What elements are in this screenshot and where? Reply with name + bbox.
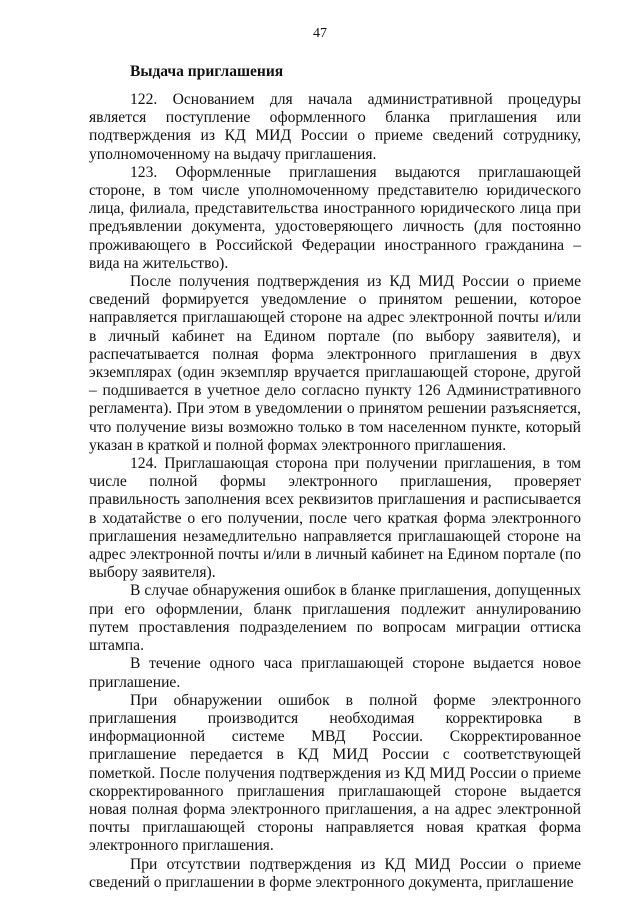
page-number: 47 <box>313 26 327 41</box>
paragraph-123: 123. Оформленные приглашения выдаются приглашающей стороне, в том числе уполномоченному представителю юридического лица, филиала, представительства иностранного юридического лица при предъявлении документа, удостоверяющего личность (для постоянно проживающего в Российской Федерации иностранного гражданина – вида на жительство). <box>89 163 581 272</box>
section-heading: Выдача приглашения <box>130 63 284 80</box>
paragraph: При обнаружении ошибок в полной форме электронного приглашения производится необходимая корректировка в информационной системе МВД России. Скорректированное приглашение передается в КД МИД России с соответствующей пометкой. После получения подтверждения из КД МИД России о приеме скорректированного приглашения приглашающей стороне выдается новая полная форма электронного приглашения, а на адрес электронной почты приглашающей стороны направляется новая краткая форма электронного приглашения. <box>89 691 581 855</box>
paragraph: После получения подтверждения из КД МИД России о приеме сведений формируется уведомление о принятом решении, которое направляется приглашающей стороне на адрес электронной почты и/или в личный кабинет на Едином портале (по выбору заявителя), и распечатывается полная форма электронного приглашения в двух экземплярах (один экземпляр вручается приглашающей стороне, другой – подшивается в учетное дело согласно пункту 126 Административного регламента). При этом в уведомлении о принятом решении разъясняется, что получение визы возможно только в том населенном пункте, который указан в краткой и полной формах электронного приглашения. <box>89 273 581 454</box>
document-body <box>89 91 581 892</box>
paragraph-122: 122. Основанием для начала административной процедуры является поступление оформленного бланка приглашения или подтверждения из КД МИД России о приеме сведений сотруднику, уполномоченному на выдачу приглашения. <box>89 91 581 163</box>
paragraph: В случае обнаружения ошибок в бланке приглашения, допущенных при его оформлении, бланк приглашения подлежит аннулированию путем проставления подразделением по вопросам миграции оттиска штампа. <box>89 582 581 655</box>
paragraph-124: 124. Приглашающая сторона при получении приглашения, в том числе полной формы электронного приглашения, проверяет правильность заполнения всех реквизитов приглашения и расписывается в ходатайстве о его получении, после чего краткая форма электронного приглашения незамедлительно направляется приглашающей стороне на адрес электронной почты и/или в личный кабинет на Едином портале (по выбору заявителя). <box>89 455 581 582</box>
paragraph: В течение одного часа приглашающей стороне выдается новое приглашение. <box>89 655 581 691</box>
paragraph: При отсутствии подтверждения из КД МИД России о приеме сведений о приглашении в форме электронного документа, приглашение <box>89 855 581 891</box>
